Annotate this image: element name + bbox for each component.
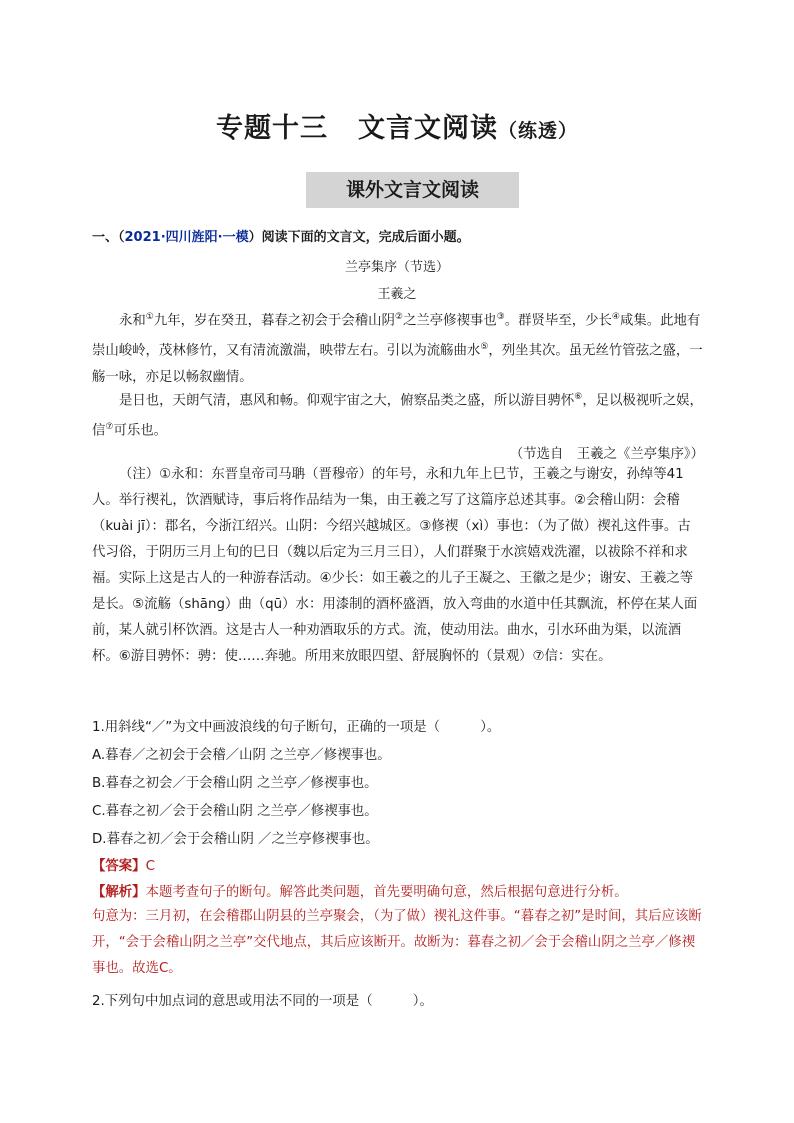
title-part2: 文言文阅读	[357, 113, 498, 144]
q1-option-d: D.暮春之初／会于会稽山阴 ／之兰亭修禊事也。	[92, 832, 379, 847]
q1-option-a: A.暮春／之初会于会稽／山阴 之兰亭／修禊事也。	[92, 748, 391, 763]
passage-author: 王羲之	[377, 287, 417, 302]
q1-answer: 【答案】C	[92, 859, 155, 874]
q1-explanation: 句意为：三月初，在会稽郡山阴县的兰亭聚会，（为了做）禊礼这件事。“暮春之初”是时间，其后应该断开，“会于会稽山阴之兰亭”交代地点，其后应该断开。故断为：暮春之初／会于会稽山阴之兰亭／修禊事也。故选C。	[92, 909, 702, 976]
passage-title: 兰亭集序（节选）	[344, 260, 449, 275]
passage-paragraph-2: 是日也，天朗气清，惠风和畅。仰观宇宙之大，俯察品类之盛，所以游目骋怀⑥，足以极视听之娱，信⑦可乐也。	[92, 392, 703, 439]
passage-paragraph-1: 永和①九年，岁在癸丑，暮春之初会于会稽山阴②之兰亭修禊事也③。群贤毕至，少长④咸集。此地有崇山峻岭，茂林修竹，又有清流激湍，映带左右。引以为流觞曲水⑤，列坐其次。虽无丝竹管弦之盛，一觞一咏，亦足以畅叙幽情。	[92, 312, 703, 385]
passage-notes: （注）①永和：东晋皇帝司马聃（晋穆帝）的年号，永和九年上巳节，王羲之与谢安，孙绰等41人。举行禊礼，饮酒赋诗，事后将作品结为一集，由王羲之写了这篇序总述其事。②会稽山阴：会稽（kuài jī）：郡名，今浙江绍兴。山阴：今绍兴越城区。③修禊（xì）事也：（为了做）禊礼这件事。古代习俗，于阴历三月上旬的巳日（魏以后定为三月三日），人们群聚于水滨嬉戏洗濯，以祓除不祥和求福。实际上这是古人的一种游春活动。④少长：如王羲之的儿子王凝之、王徽之是少；谢安、王羲之等是长。⑤流觞（shāng）曲（qū）水：用漆制的酒杯盛酒，放入弯曲的水道中任其飘流，杯停在某人面前，某人就引杯饮酒。这是古人一种劝酒取乐的方式。流，使动用法。曲水，引水环曲为渠，以流酒杯。⑥游目骋怀：骋：使……奔驰。所用来放眼四望、舒展胸怀的（景观）⑦信：实在。	[92, 467, 698, 664]
question-intro	[92, 226, 470, 245]
intro-suffix: ）阅读下面的文言文，完成后面小题。	[248, 230, 470, 245]
q1-option-c: C.暮春之初／会于会稽山阴 之兰亭／修禊事也。	[92, 804, 378, 819]
q2-stem: 2.下列句中加点词的意思或用法不同的一项是（ ）。	[92, 994, 433, 1009]
section-heading: 课外文言文阅读	[306, 172, 519, 208]
intro-source: 2021·四川旌阳·一模	[124, 230, 249, 245]
title-sub: （练透）	[497, 120, 578, 142]
passage-source: （节选自 王羲之《兰亭集序》）	[509, 447, 704, 462]
page-title	[0, 106, 794, 145]
q1-option-b: B.暮春之初会／于会稽山阴 之兰亭／修禊事也。	[92, 776, 378, 791]
q1-analysis: 【解析】本题考查句子的断句。解答此类问题，首先要明确句意，然后根据句意进行分析。	[92, 885, 628, 900]
title-main: 专题十三	[215, 113, 328, 144]
intro-prefix: 一、（	[92, 230, 125, 245]
q1-stem: 1.用斜线“／”为文中画波浪线的句子断句，正确的一项是（ ）。	[92, 720, 501, 735]
